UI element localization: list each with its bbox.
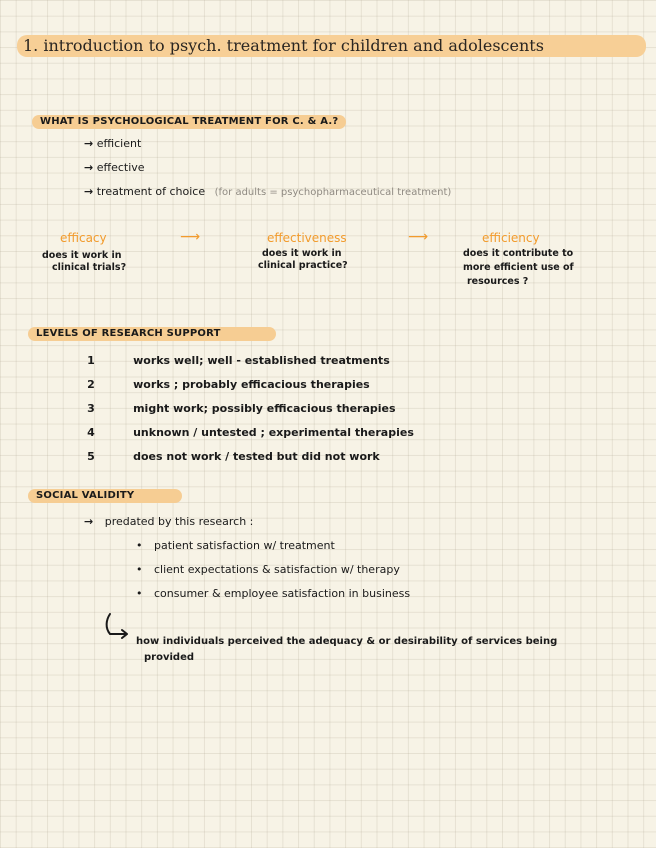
level-number: 4 xyxy=(87,426,95,439)
concept-efficiency-label: efficiency xyxy=(482,231,540,245)
concept-efficacy-desc-1: does it work in xyxy=(42,250,122,261)
social-bullet xyxy=(136,539,335,553)
concept-efficacy-label: efficacy xyxy=(60,231,107,245)
concept-efficiency-desc-3: resources ? xyxy=(467,276,529,287)
social-bullet xyxy=(136,587,410,601)
level-number: 3 xyxy=(87,402,95,415)
bullet-dot-icon: • xyxy=(136,587,143,600)
level-number: 1 xyxy=(87,354,95,367)
arrow-icon: → xyxy=(84,137,94,150)
intro-text: predated by this research : xyxy=(104,515,254,528)
level-text: might work; possibly efficacious therapies xyxy=(133,402,396,415)
bullet-effective xyxy=(84,161,145,175)
bullet-dot-icon: • xyxy=(136,539,143,552)
level-row xyxy=(84,373,370,392)
bullet-dot-icon: • xyxy=(136,563,143,576)
curved-arrow-icon xyxy=(100,612,130,642)
page-title: 1. introduction to psych. treatment for children and adolescents xyxy=(17,35,646,57)
level-number: 5 xyxy=(87,450,95,463)
level-text: does not work / tested but did not work xyxy=(133,450,380,463)
concept-efficiency-desc-2: more efficient use of xyxy=(463,262,574,273)
level-text: unknown / untested ; experimental therapies xyxy=(133,426,414,439)
level-number: 2 xyxy=(87,378,95,391)
bullet-treatment-of-choice xyxy=(84,185,451,200)
arrow-right-icon: ⟶ xyxy=(180,229,201,245)
concept-efficacy-desc-2: clinical trials? xyxy=(52,262,127,273)
bullet-label: efficient xyxy=(96,137,142,150)
concept-efficiency-desc-1: does it contribute to xyxy=(463,248,574,259)
arrow-icon: → xyxy=(84,515,94,528)
arrow-icon: → xyxy=(84,185,94,198)
bullet-label: effective xyxy=(96,161,145,174)
social-validity-intro xyxy=(84,515,253,529)
level-row xyxy=(84,445,380,464)
section-heading-psych-treatment: WHAT IS PSYCHOLOGICAL TREATMENT FOR C. & A.? xyxy=(32,115,346,129)
bullet-label: treatment of choice xyxy=(96,185,206,198)
concept-effectiveness-label: effectiveness xyxy=(267,231,347,245)
social-bullet-text: client expectations & satisfaction w/ therapy xyxy=(154,563,400,576)
social-validity-definition-2: provided xyxy=(144,652,195,663)
section-heading-social-validity: SOCIAL VALIDITY xyxy=(28,489,182,503)
social-bullet xyxy=(136,563,400,577)
adult-note: (for adults = psychopharmaceutical treatment) xyxy=(214,187,452,198)
social-bullet-text: patient satisfaction w/ treatment xyxy=(154,539,335,552)
level-row xyxy=(84,397,396,416)
concept-effectiveness-desc-1: does it work in xyxy=(262,248,342,259)
social-bullet-text: consumer & employee satisfaction in business xyxy=(154,587,411,600)
section-heading-research-support: LEVELS OF RESEARCH SUPPORT xyxy=(28,327,276,341)
level-row xyxy=(84,421,414,440)
concept-effectiveness-desc-2: clinical practice? xyxy=(258,260,348,271)
level-text: works well; well - established treatments xyxy=(133,354,390,367)
social-validity-definition-1: how individuals perceived the adequacy & or desirability of services being xyxy=(136,636,558,647)
level-text: works ; probably efficacious therapies xyxy=(133,378,370,391)
arrow-icon: → xyxy=(84,161,94,174)
bullet-efficient xyxy=(84,137,141,151)
arrow-right-icon: ⟶ xyxy=(408,229,429,245)
level-row xyxy=(84,349,390,368)
